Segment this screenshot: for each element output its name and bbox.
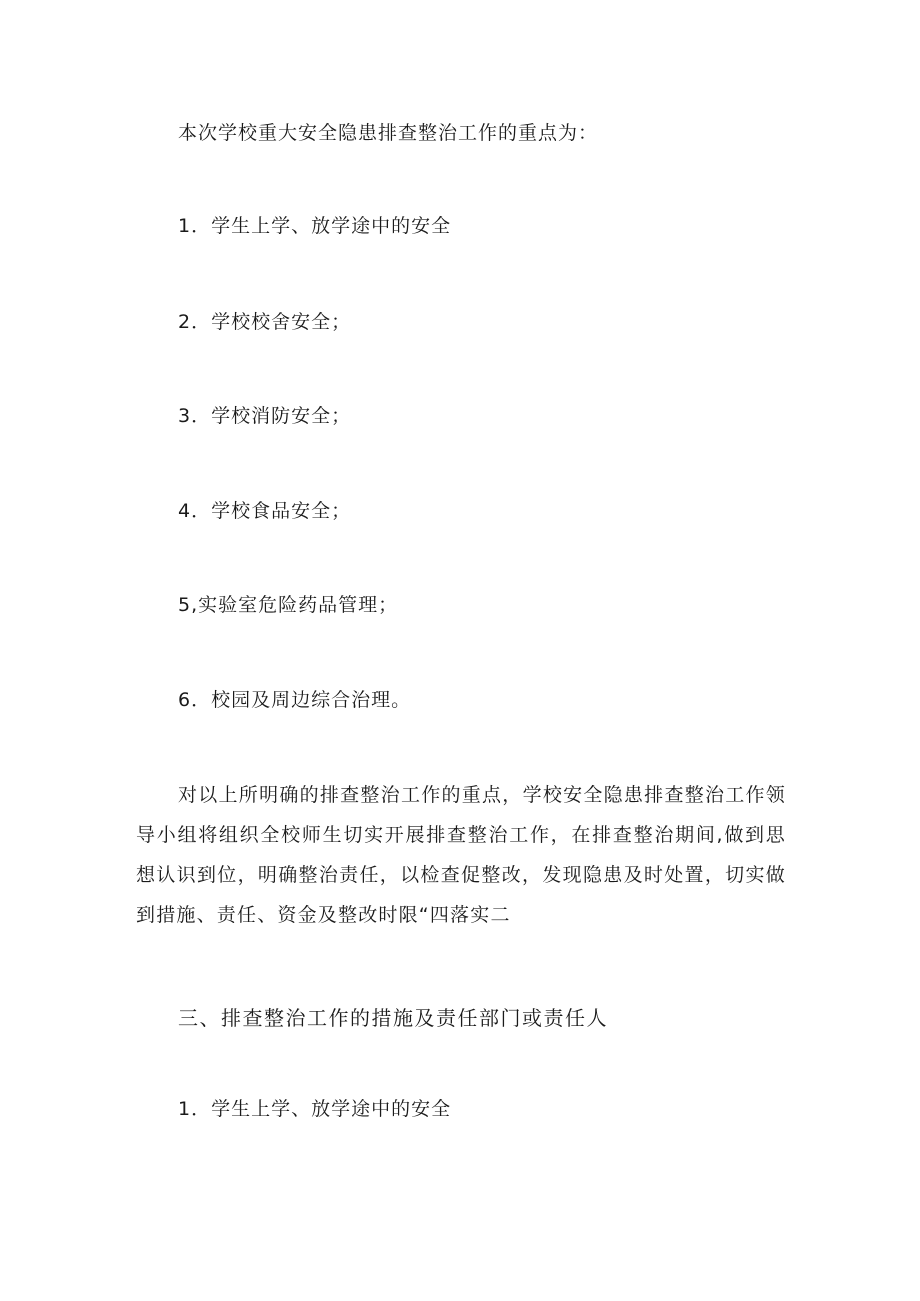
list-item: 5,实验室危险药品管理； (178, 594, 399, 616)
list-item: 2．学校校舍安全； (178, 311, 352, 333)
body-paragraph: 对以上所明确的排查整治工作的重点，学校安全隐患排查整治工作领导小组将组织全校师生切实开展排查整治工作，在排查整治期间,做到思想认识到位，明确整治责任，以检查促整改，发现隐患及时处置，切实做到措施、责任、资金及整改时限“四落实二 (136, 784, 786, 926)
intro-line: 本次学校重大安全隐患排查整治工作的重点为： (178, 122, 599, 144)
list-item: 3．学校消防安全； (178, 405, 352, 427)
list-item: 6．校园及周边综合治理。 (178, 689, 412, 711)
list-item: 1．学生上学、放学途中的安全 (178, 215, 452, 237)
list-item: 4．学校食品安全； (178, 500, 352, 522)
section-heading: 三、排查整治工作的措施及责任部门或责任人 (178, 1006, 608, 1030)
list-item: 1．学生上学、放学途中的安全 (178, 1098, 452, 1120)
